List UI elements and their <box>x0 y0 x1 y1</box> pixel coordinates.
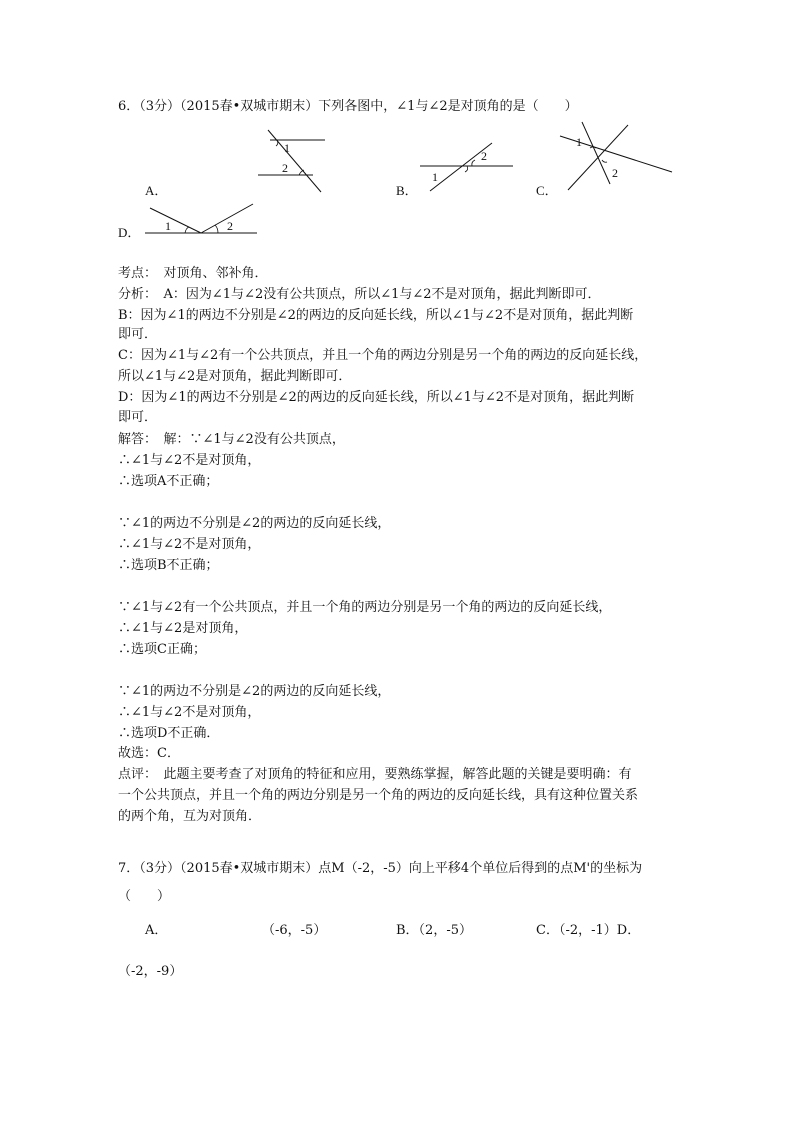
q7-header: 7．（3分）（2015春•双城市期末）点M（-2，-5）向上平移4个单位后得到的点M'的坐标为 <box>118 861 643 876</box>
jieda-line-5: ∴∠1与∠2不是对顶角， <box>118 537 261 552</box>
q7-option-c-d: C．（-2，-1）D． <box>536 923 641 938</box>
q6-header: 6．（3分）（2015春•双城市期末）下列各图中，∠1与∠2是对顶角的是（ ） <box>118 99 578 114</box>
kaodian-line: 考点： 对顶角、邻补角． <box>118 266 268 281</box>
dianping-line-2: 一个公共顶点，并且一个角的两边分别是另一个角的两边的反向延长线，具有这种位置关系 <box>118 788 639 803</box>
fenxi-line-1: 分析： A：因为∠1与∠2没有公共顶点，所以∠1与∠2不是对顶角，据此判断即可． <box>118 287 601 302</box>
jieda-line-3: ∴选项A不正确； <box>118 474 219 489</box>
q7-option-a-value: （-6，-5） <box>262 923 327 938</box>
figure-b <box>420 138 515 193</box>
fig-c-angle-2: 2 <box>612 166 618 180</box>
fenxi-line-4: C：因为∠1与∠2有一个公共顶点，并且一个角的两边分别是另一个角的两边的反向延长线， <box>118 348 648 363</box>
jieda-line-8: ∴∠1与∠2是对顶角， <box>118 621 248 636</box>
dianping-line-1: 点评： 此题主要考查了对顶角的特征和应用，要熟练掌握，解答此题的关键是要明确：有 <box>118 767 632 782</box>
fenxi-line-3: 即可． <box>118 327 158 342</box>
guxuan-line: 故选：C． <box>118 746 180 761</box>
option-a-label: A． <box>145 183 168 198</box>
figure-d <box>145 200 260 238</box>
figure-a <box>255 132 335 197</box>
figure-c <box>560 120 675 195</box>
fig-a-angle-2: 2 <box>282 161 288 175</box>
fig-c-angle-1: 1 <box>576 135 582 149</box>
fenxi-line-2: B：因为∠1的两边不分别是∠2的两边的反向延长线，所以∠1与∠2不是对顶角，据此判断 <box>118 308 634 323</box>
fenxi-line-5: 所以∠1与∠2是对顶角，据此判断即可． <box>118 369 352 384</box>
fig-d-angle-1: 1 <box>165 219 171 233</box>
jieda-line-12: ∴选项D不正确． <box>118 726 220 741</box>
option-c-label: C． <box>536 183 558 198</box>
dianping-line-3: 的两个角，互为对顶角． <box>118 809 262 824</box>
fig-d-angle-2: 2 <box>227 219 233 233</box>
jieda-line-11: ∴∠1与∠2不是对顶角， <box>118 705 261 720</box>
fenxi-line-7: 即可． <box>118 410 158 425</box>
q7-option-d-value: （-2，-9） <box>118 964 183 979</box>
jieda-line-9: ∴选项C正确； <box>118 642 206 657</box>
option-b-label: B． <box>396 183 418 198</box>
q7-option-a-label: A． <box>145 923 168 938</box>
jieda-line-6: ∴选项B不正确； <box>118 558 219 573</box>
q7-option-b: B．（2，-5） <box>396 923 472 938</box>
fig-b-angle-2: 2 <box>481 149 487 163</box>
fig-b-angle-1: 1 <box>432 170 438 184</box>
jieda-line-10: ∵∠1的两边不分别是∠2的两边的反向延长线， <box>118 684 391 699</box>
fig-a-angle-1: 1 <box>284 141 290 155</box>
jieda-line-4: ∵∠1的两边不分别是∠2的两边的反向延长线， <box>118 516 391 531</box>
fenxi-line-6: D：因为∠1的两边不分别是∠2的两边的反向延长线，所以∠1与∠2不是对顶角，据此判断 <box>118 390 635 405</box>
option-d-label: D． <box>118 225 141 240</box>
jieda-line-7: ∵∠1与∠2有一个公共顶点，并且一个角的两边分别是另一个角的两边的反向延长线， <box>118 600 612 615</box>
jieda-line-1: 解答： 解：∵∠1与∠2没有公共顶点， <box>118 432 345 447</box>
jieda-line-2: ∴∠1与∠2不是对顶角， <box>118 453 261 468</box>
q7-answer-paren: （ ） <box>118 889 171 904</box>
